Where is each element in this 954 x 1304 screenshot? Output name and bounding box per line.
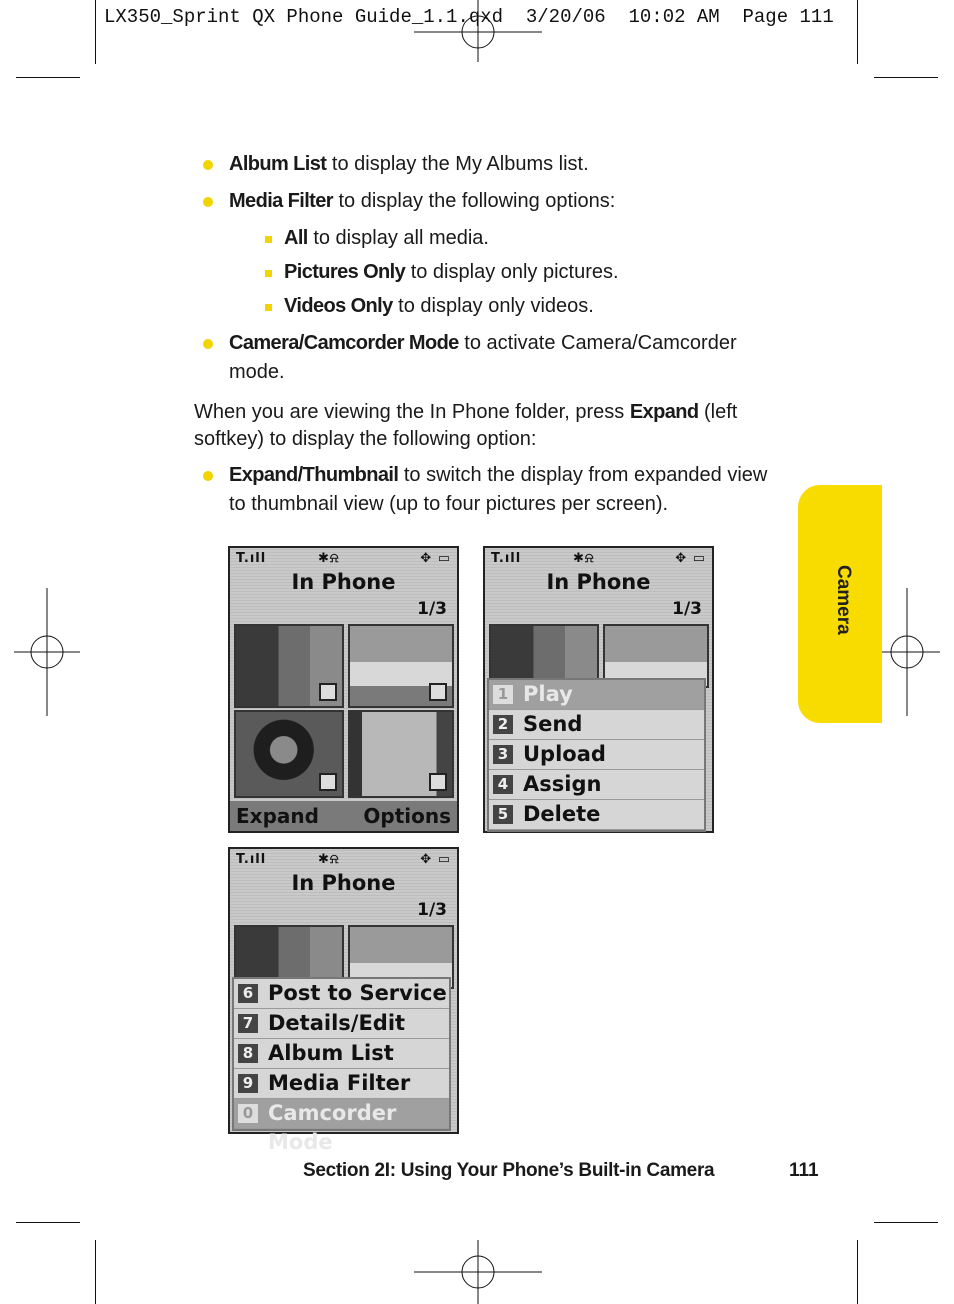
crop-mark xyxy=(16,1222,80,1223)
crop-mark xyxy=(874,1222,938,1223)
menu-number: 3 xyxy=(493,745,513,764)
bluetooth-icon: ✱⍾ xyxy=(573,551,595,566)
section-tab-label: Camera xyxy=(833,565,854,635)
photo-thumbnail[interactable] xyxy=(348,624,454,708)
body-content xyxy=(194,150,784,527)
menu-number: 6 xyxy=(238,984,258,1003)
bullet-icon xyxy=(203,160,213,170)
square-bullet-icon xyxy=(265,236,272,243)
menu-item-upload[interactable]: 3 Upload xyxy=(489,740,704,770)
sub-bullet-videos-only: Videos Only to display only videos. xyxy=(194,292,784,321)
crop-mark xyxy=(95,0,96,64)
crop-mark xyxy=(95,1240,96,1304)
signal-icon: T.ıll xyxy=(491,551,522,566)
page-count: 1/3 xyxy=(417,599,447,619)
bullet-icon xyxy=(203,471,213,481)
photo-thumbnail[interactable] xyxy=(234,710,344,798)
menu-item-camcorder-mode[interactable]: 0 Camcorder Mode xyxy=(234,1099,449,1129)
status-bar xyxy=(491,551,706,567)
bullet-icon xyxy=(203,197,213,207)
menu-number: 8 xyxy=(238,1044,258,1063)
screen-title: In Phone xyxy=(291,871,396,895)
square-bullet-icon xyxy=(265,304,272,311)
registration-mark-bottom xyxy=(414,1240,542,1304)
crop-mark xyxy=(16,77,80,78)
menu-item-delete[interactable]: 5 Delete xyxy=(489,800,704,830)
softkey-options[interactable]: Options xyxy=(363,804,451,828)
menu-number: 5 xyxy=(493,805,513,824)
signal-icon: T.ıll xyxy=(236,852,267,867)
menu-number: 0 xyxy=(238,1104,258,1123)
menu-item-send[interactable]: 2 Send xyxy=(489,710,704,740)
registration-mark-left xyxy=(14,588,80,716)
registration-mark-right xyxy=(874,588,940,716)
section-footer: Section 2I: Using Your Phone’s Built-in Camera xyxy=(303,1160,715,1181)
battery-icon: ✥ ▭ xyxy=(420,852,451,867)
photo-thumbnail[interactable] xyxy=(234,624,344,708)
expand-paragraph: When you are viewing the In Phone folder, press Expand (left softkey) to display the following option: xyxy=(194,401,738,450)
softkey-expand[interactable]: Expand xyxy=(236,804,319,828)
bullet-camera-mode: Camera/Camcorder Mode to activate Camera/Camcorder mode. xyxy=(194,329,784,387)
square-bullet-icon xyxy=(265,270,272,277)
status-bar xyxy=(236,852,451,868)
page-count: 1/3 xyxy=(672,599,702,619)
photo-thumbnail[interactable] xyxy=(348,710,454,798)
signal-icon: T.ıll xyxy=(236,551,267,566)
menu-item-media-filter[interactable]: 9 Media Filter xyxy=(234,1069,449,1099)
crop-mark xyxy=(857,0,858,64)
bullet-icon xyxy=(203,339,213,349)
slug-line: LX350_Sprint QX Phone Guide_1.1.qxd 3/20/06 10:02 AM Page 111 xyxy=(104,6,834,28)
bluetooth-icon: ✱⍾ xyxy=(318,852,340,867)
sub-bullet-pictures-only: Pictures Only to display only pictures. xyxy=(194,258,784,287)
menu-item-post-to-service[interactable]: 6 Post to Service xyxy=(234,979,449,1009)
phone-screen-options-menu xyxy=(483,546,714,833)
options-menu xyxy=(487,678,706,832)
checkbox[interactable] xyxy=(319,773,337,791)
page-count: 1/3 xyxy=(417,900,447,920)
screen-title: In Phone xyxy=(291,570,396,594)
menu-item-album-list[interactable]: 8 Album List xyxy=(234,1039,449,1069)
battery-icon: ✥ ▭ xyxy=(420,551,451,566)
menu-number: 9 xyxy=(238,1074,258,1093)
crop-mark xyxy=(874,77,938,78)
menu-item-play[interactable]: 1 Play xyxy=(489,680,704,710)
phone-screen-thumbnails xyxy=(228,546,459,833)
softkey-bar xyxy=(230,801,457,831)
options-menu xyxy=(232,977,451,1154)
checkbox[interactable] xyxy=(429,683,447,701)
bullet-expand-thumbnail: Expand/Thumbnail to switch the display from expanded view to thumbnail view (up to four pictures per screen). xyxy=(194,461,784,519)
menu-number: 7 xyxy=(238,1014,258,1033)
bluetooth-icon: ✱⍾ xyxy=(318,551,340,566)
crop-mark xyxy=(857,1240,858,1304)
checkbox[interactable] xyxy=(319,683,337,701)
phone-screen-options-menu-2 xyxy=(228,847,459,1154)
status-bar xyxy=(236,551,451,567)
screen-title: In Phone xyxy=(546,570,651,594)
bullet-media-filter: Media Filter to display the following options: xyxy=(194,187,784,216)
bullet-album-list: Album List to display the My Albums list. xyxy=(194,150,784,179)
page-number: 111 xyxy=(789,1160,819,1181)
menu-number: 1 xyxy=(493,685,513,704)
menu-number: 4 xyxy=(493,775,513,794)
menu-item-assign[interactable]: 4 Assign xyxy=(489,770,704,800)
section-tab xyxy=(798,485,882,723)
menu-number: 2 xyxy=(493,715,513,734)
menu-item-details-edit[interactable]: 7 Details/Edit xyxy=(234,1009,449,1039)
checkbox[interactable] xyxy=(429,773,447,791)
battery-icon: ✥ ▭ xyxy=(675,551,706,566)
sub-bullet-all: All to display all media. xyxy=(194,224,784,253)
registration-mark-top xyxy=(414,0,542,64)
